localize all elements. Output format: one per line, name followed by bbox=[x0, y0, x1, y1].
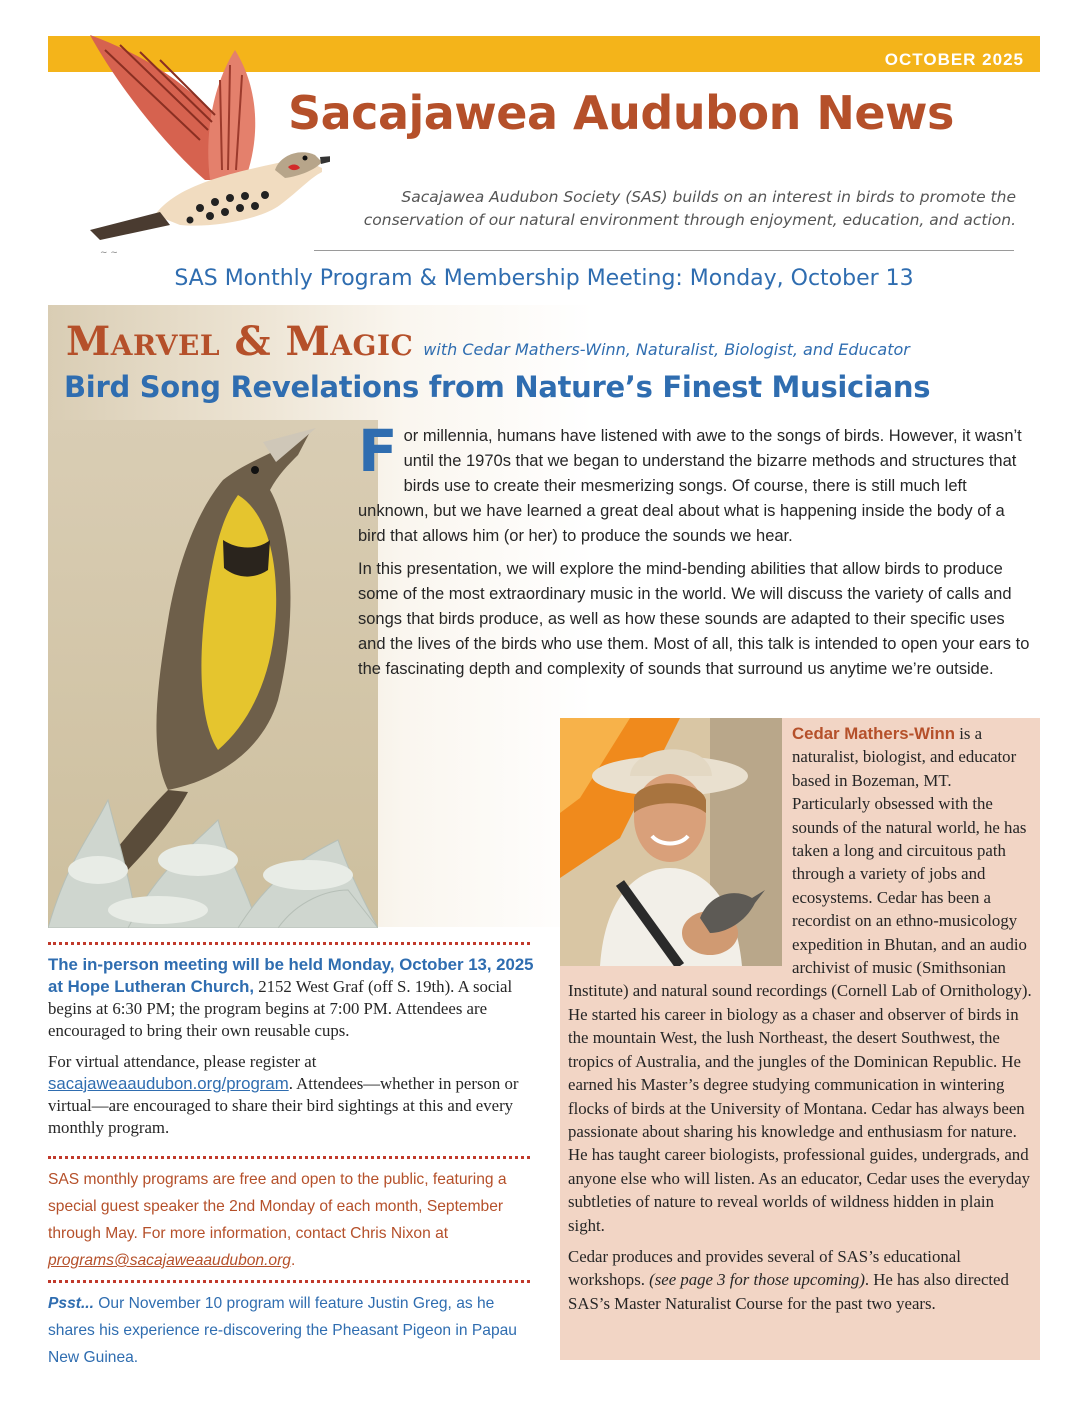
meeting-info bbox=[48, 954, 534, 1148]
flicker-illustration bbox=[60, 30, 330, 280]
feature-intro bbox=[358, 417, 1034, 690]
meadowlark-photo bbox=[48, 420, 378, 928]
dotted-divider bbox=[48, 1280, 530, 1283]
programs-info: SAS monthly programs are free and open to the public, featuring a special guest speaker the 2nd Monday of each month, September through May. For more information, contact Chris Nixon at programs@sacajaweaaudubon.org. bbox=[48, 1171, 507, 1269]
speaker-name: Cedar Mathers-Winn bbox=[792, 724, 956, 743]
feature-title: Marvel & Magic bbox=[66, 318, 414, 365]
bio-paragraph-2: Cedar produces and provides several of SAS’s educational workshops. (see page 3 for those upcoming). He has also directed SAS’s Master Naturalist Course for the past two years. bbox=[568, 1246, 1009, 1313]
svg-text:~ ~: ~ ~ bbox=[100, 248, 118, 258]
dotted-divider bbox=[48, 1156, 530, 1159]
meeting-headline: SAS Monthly Program & Membership Meeting: Monday, October 13 bbox=[174, 266, 914, 291]
next-program-note: Psst... Our November 10 program will feature Justin Greg, as he shares his experience re-discovering the Pheasant Pigeon in Papau New Guinea. bbox=[48, 1295, 517, 1366]
mission-statement: Sacajawea Audubon Society (SAS) builds on an interest in birds to promote the conservation of our natural environment through enjoyment, education, and action. bbox=[363, 188, 1016, 229]
header-divider bbox=[314, 250, 1014, 251]
masthead-title: Sacajawea Audubon News bbox=[288, 86, 954, 140]
bio-paragraph-1: Cedar Mathers-Winn is a naturalist, biologist, and educator based in Bozeman, MT. Particularly obsessed with the sounds of the natural world, he has taken a long and circuitous path through a variety of jobs and ecosystems. Cedar has been a recordist on an ethno-musicology expedition in Bhutan, and an audio archivist of music (Smithsonian Institute) and natural sound recordings (Cornell Lab of Ornithology). He started his career in biology as a chaser and observer of birds in the mountain West, the lush Northeast, the desert Southwest, the tropics of Australia, and the jungles of the Dominican Republic. He earned his Master’s degree studying communication in wintering flocks of birds at the University of Montana. Cedar has always been passionate about sharing his knowledge and enthusiasm for nature. He has taught career biologists, professional guides, undergrads, and anyone else who will listen. As an educator, Cedar uses the everyday subtleties of nature to reveal worlds of wildness hidden in plain sight. bbox=[568, 724, 1032, 1235]
feature-subtitle: Bird Song Revelations from Nature’s Finest Musicians bbox=[64, 370, 931, 404]
virtual-info: For virtual attendance, please register at sacajaweaaudubon.org/program. Attendees—whether in person or virtual—are encouraged to share their bird sightings at this and every monthly program. bbox=[48, 1052, 519, 1137]
intro-paragraph-2: In this presentation, we will explore the mind-bending abilities that allow birds to produce some of the most extraordinary music in the world. We will discuss the variety of calls and songs that birds produce, as well as how these sounds are adapted to their specific uses and the lives of the birds who use them. Most of all, this talk is intended to open your ears to the fascinating depth and complexity of sounds that surround us anytime we’re outside. bbox=[358, 560, 1030, 678]
programs-email-link[interactable]: programs@sacajaweaaudubon.org bbox=[48, 1252, 291, 1269]
program-registration-link[interactable]: sacajaweaaudubon.org/program bbox=[48, 1074, 289, 1093]
dotted-divider bbox=[48, 942, 530, 945]
feature-title-line bbox=[66, 318, 910, 365]
issue-date: OCTOBER 2025 bbox=[884, 50, 1024, 69]
in-person-info: The in-person meeting will be held Monday, October 13, 2025 at Hope Lutheran Church, 2152 West Graf (off S. 19th). A social begins at 6:30 PM; the program begins at 7:00 PM. Attendees are encouraged to bring their own reusable cups. bbox=[48, 955, 534, 1040]
intro-paragraph-1: For millennia, humans have listened with awe to the songs of birds. However, it wasn’t until the 1970s that we began to understand the bizarre methods and structures that birds use to create their mesmerizing songs. Of course, there is still much left unknown, but we have learned a great deal about what is happening inside the body of a bird that allows him (or her) to produce the sounds we hear. bbox=[358, 417, 1022, 545]
feature-byline: with Cedar Mathers-Winn, Naturalist, Biologist, and Educator bbox=[423, 340, 910, 359]
drop-cap: F bbox=[358, 417, 398, 485]
speaker-bio bbox=[568, 722, 1032, 1323]
